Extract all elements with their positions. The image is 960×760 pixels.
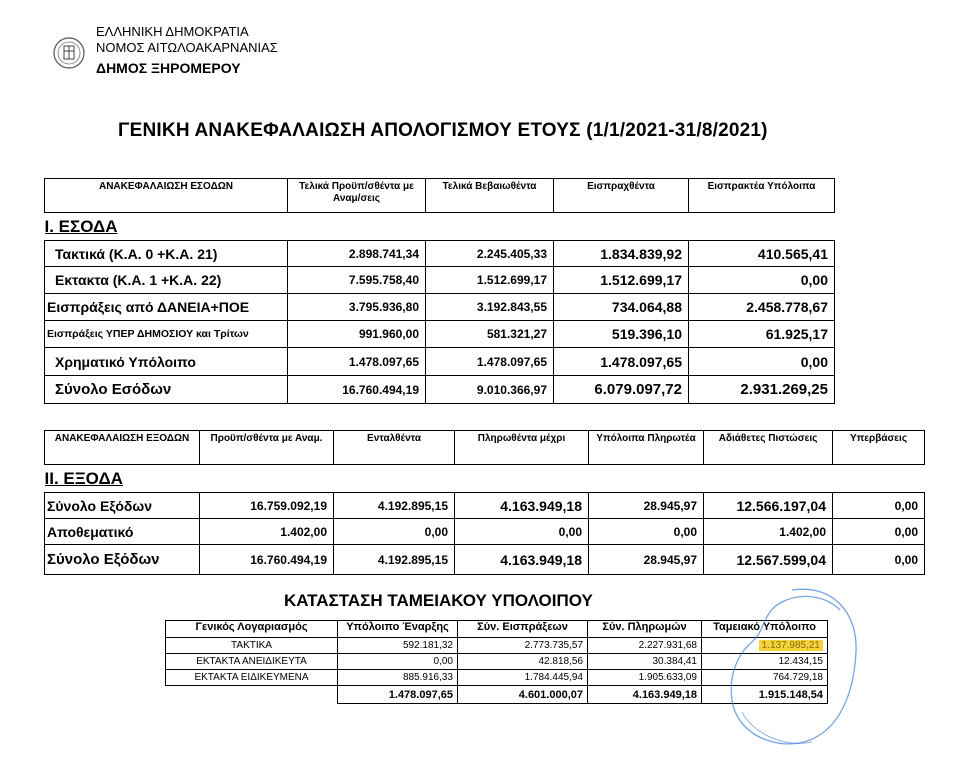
expense-header: Αδιάθετες Πιστώσεις	[704, 431, 833, 465]
cell: 0,00	[334, 519, 455, 545]
cell: 410.565,41	[689, 241, 835, 267]
income-table	[44, 178, 835, 404]
cell: 28.945,97	[589, 493, 704, 519]
cash-header: Γενικός Λογαριασμός	[166, 621, 338, 638]
row-label: ΕΚΤΑΚΤΑ ΕΙΔΙΚΕΥΜΕΝΑ	[166, 670, 338, 686]
cell: 28.945,97	[589, 545, 704, 575]
cell: 12.434,15	[702, 654, 828, 670]
table-row	[45, 294, 835, 321]
cell: 6.079.097,72	[554, 376, 689, 404]
income-header: Τελικά Βεβαιωθέντα	[426, 179, 554, 213]
row-label: Εισπράξεις ΥΠΕΡ ΔΗΜΟΣΙΟΥ και Τρίτων	[45, 321, 288, 348]
row-label: Σύνολο Εξόδων	[45, 493, 200, 519]
header-prefecture: ΝΟΜΟΣ ΑΙΤΩΛΟΑΚΑΡΝΑΝΙΑΣ	[96, 40, 278, 55]
cell: 1.834.839,92	[554, 241, 689, 267]
cell: 9.010.366,97	[426, 376, 554, 404]
cell: 7.595.758,40	[288, 267, 426, 294]
expense-table	[44, 430, 925, 575]
expense-header: Πληρωθέντα μέχρι	[455, 431, 589, 465]
row-label: ΕΚΤΑΚΤΑ ΑΝΕΙΔΙΚΕΥΤΑ	[166, 654, 338, 670]
table-row	[45, 545, 925, 575]
cell: 4.163.949,18	[455, 545, 589, 575]
cell: 12.567.599,04	[704, 545, 833, 575]
cell: 0,00	[589, 519, 704, 545]
row-label: Σύνολο Εξόδων	[45, 545, 200, 575]
cell: 1.478.097,65	[554, 348, 689, 376]
cell: 581.321,27	[426, 321, 554, 348]
expense-section-label: II. ΕΞΟΔΑ	[44, 468, 123, 488]
row-label: Εισπράξεις από ΔΑΝΕΙΑ+ΠΟΕ	[45, 294, 288, 321]
coat-of-arms-emblem	[52, 36, 86, 70]
expense-header: Υπερβάσεις	[833, 431, 925, 465]
cash-header: Σύν. Πληρωμών	[588, 621, 702, 638]
cell: 2.227.931,68	[588, 638, 702, 654]
header-municipality: ΔΗΜΟΣ ΞΗΡΟΜΕΡΟΥ	[96, 60, 241, 76]
expense-header: Υπόλοιπα Πληρωτέα	[589, 431, 704, 465]
row-label: Τακτικά (Κ.Α. 0 +Κ.Α. 21)	[45, 241, 288, 267]
cell: 1.402,00	[704, 519, 833, 545]
cell: 1.784.445,94	[458, 670, 588, 686]
cash-balance-title: ΚΑΤΑΣΤΑΣΗ ΤΑΜΕΙΑΚΟΥ ΥΠΟΛΟΙΠΟΥ	[284, 591, 593, 610]
pen-circle-annotation	[722, 582, 862, 752]
cell: 1.512.699,17	[554, 267, 689, 294]
cash-header: Υπόλοιπο Έναρξης	[338, 621, 458, 638]
row-label: ΤΑΚΤΙΚΑ	[166, 638, 338, 654]
total-cell: 1.478.097,65	[338, 686, 458, 704]
cell: 764.729,18	[702, 670, 828, 686]
cell: 4.192.895,15	[334, 493, 455, 519]
cash-header: Ταμειακό Υπόλοιπο	[702, 621, 828, 638]
cell: 2.458.778,67	[689, 294, 835, 321]
cell: 1.512.699,17	[426, 267, 554, 294]
cell: 1.478.097,65	[426, 348, 554, 376]
total-cell: 1.915.148,54	[702, 686, 828, 704]
income-header: Εισπρακτέα Υπόλοιπα	[689, 179, 835, 213]
cell: 519.396,10	[554, 321, 689, 348]
table-row	[45, 267, 835, 294]
expense-header: ΑΝΑΚΕΦΑΛΑΙΩΣΗ ΕΞΟΔΩΝ	[45, 431, 200, 465]
total-cell: 4.163.949,18	[588, 686, 702, 704]
row-label: Χρηματικό Υπόλοιπο	[45, 348, 288, 376]
header-country: ΕΛΛΗΝΙΚΗ ΔΗΜΟΚΡΑΤΙΑ	[96, 24, 249, 39]
cell: 885.916,33	[338, 670, 458, 686]
highlighted-balance: 1.137.985,21	[759, 640, 823, 651]
cell: 2.245.405,33	[426, 241, 554, 267]
cell: 3.795.936,80	[288, 294, 426, 321]
expense-header: Προϋπ/σθέντα με Αναμ.	[200, 431, 334, 465]
cell: 42.818,56	[458, 654, 588, 670]
page-title: ΓΕΝΙΚΗ ΑΝΑΚΕΦΑΛΑΙΩΣΗ ΑΠΟΛΟΓΙΣΜΟΥ ΕΤΟΥΣ (1/1/2021-31/8/2021)	[118, 120, 768, 141]
cell: 2.898.741,34	[288, 241, 426, 267]
cell: 1.905.633,09	[588, 670, 702, 686]
income-header: Τελικά Προϋπ/σθέντα με Αναμ/σεις	[288, 179, 426, 213]
row-label: Αποθεματικό	[45, 519, 200, 545]
cash-header: Σύν. Εισπράξεων	[458, 621, 588, 638]
cell: 2.931.269,25	[689, 376, 835, 404]
cell: 0,00	[689, 348, 835, 376]
cell: 0,00	[833, 519, 925, 545]
cell: 4.163.949,18	[455, 493, 589, 519]
cell: 0,00	[338, 654, 458, 670]
cell: 12.566.197,04	[704, 493, 833, 519]
cell: 16.760.494,19	[200, 545, 334, 575]
cell: 0,00	[833, 545, 925, 575]
cell: 991.960,00	[288, 321, 426, 348]
cell: 16.760.494,19	[288, 376, 426, 404]
income-header: ΑΝΑΚΕΦΑΛΑΙΩΣΗ ΕΣΟΔΩΝ	[45, 179, 288, 213]
income-section-label: I. ΕΣΟΔΑ	[44, 216, 118, 236]
cell: 592.181,32	[338, 638, 458, 654]
cell: 4.192.895,15	[334, 545, 455, 575]
cell: 3.192.843,55	[426, 294, 554, 321]
table-row	[45, 321, 835, 348]
row-label: Εκτακτα (Κ.Α. 1 +Κ.Α. 22)	[45, 267, 288, 294]
cell: 0,00	[455, 519, 589, 545]
cell: 1.402,00	[200, 519, 334, 545]
row-label: Σύνολο Εσόδων	[45, 376, 288, 404]
cell: 1.478.097,65	[288, 348, 426, 376]
total-cell: 4.601.000,07	[458, 686, 588, 704]
cell: 0,00	[833, 493, 925, 519]
table-row	[45, 241, 835, 267]
table-row	[45, 493, 925, 519]
table-row	[45, 519, 925, 545]
income-header: Εισπραχθέντα	[554, 179, 689, 213]
cell: 734.064,88	[554, 294, 689, 321]
table-row	[45, 348, 835, 376]
table-row	[45, 376, 835, 404]
cell: 16.759.092,19	[200, 493, 334, 519]
cell: 2.773.735,57	[458, 638, 588, 654]
cell: 30.384,41	[588, 654, 702, 670]
cell: 0,00	[689, 267, 835, 294]
cell: 61.925,17	[689, 321, 835, 348]
expense-header: Ενταλθέντα	[334, 431, 455, 465]
